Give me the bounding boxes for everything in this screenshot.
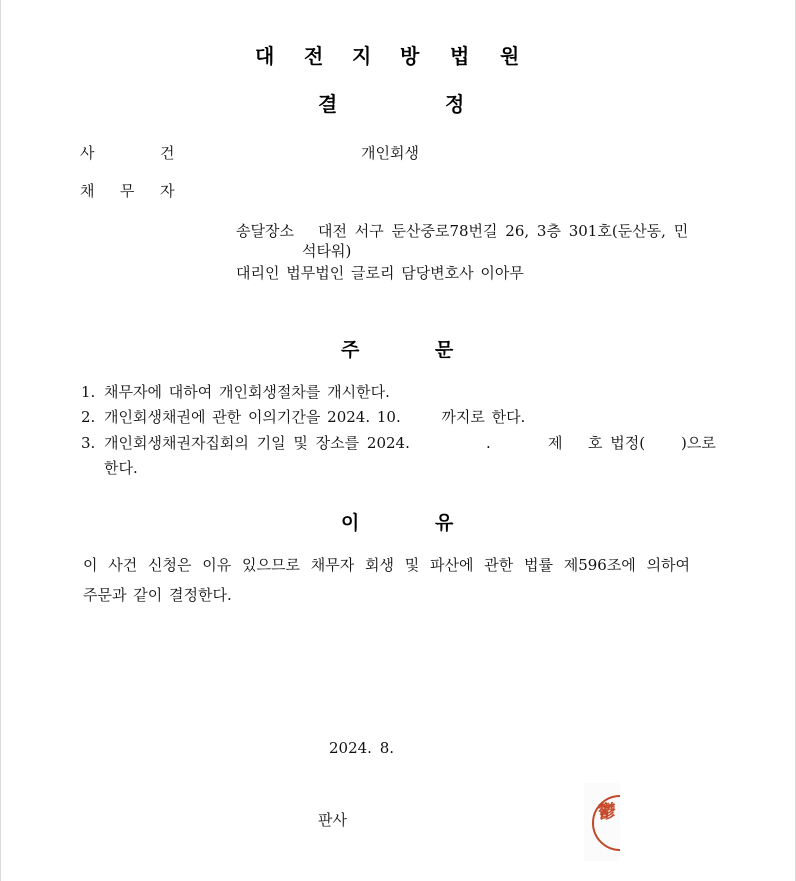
order-item-number: 1. (81, 383, 96, 401)
order-item-continuation: 한다. (104, 459, 138, 477)
page-edge-left (0, 0, 1, 881)
debtor-label-char: 채 (80, 182, 95, 200)
order-item-text-part: )으로 (681, 434, 716, 452)
decision-date: 2024. 8. (329, 739, 395, 757)
order-item-text-part: 개인회생채권자집회의 기일 및 장소를 2024. (104, 434, 410, 452)
court-name-char: 원 (500, 44, 520, 68)
order-heading-char: 주 (341, 339, 360, 361)
judge-label: 판사 (318, 811, 347, 829)
case-label-char: 건 (160, 144, 175, 162)
court-name-char: 법 (450, 44, 470, 68)
service-address-label: 송달장소 (236, 222, 294, 240)
reason-line: 이 사건 신청은 이유 있으므로 채무자 회생 및 파산에 관한 법률 제596조에 의하여 (83, 556, 691, 574)
order-item-text-part: . (486, 434, 491, 452)
reason-heading-char: 이 (341, 512, 360, 534)
court-name-char: 지 (352, 44, 372, 68)
reason-line: 주문과 같이 결정한다. (83, 586, 232, 604)
order-item-text: 개인회생채권에 관한 이의기간을 2024. 10. 까지로 한다. (104, 408, 526, 426)
order-item-text: 채무자에 대하여 개인회생절차를 개시한다. (104, 383, 390, 401)
order-heading-char: 문 (435, 339, 454, 361)
court-seal-stamp (584, 783, 620, 861)
court-name-char: 대 (255, 44, 275, 68)
debtor-label-char: 자 (160, 182, 175, 200)
order-item-number: 2. (81, 408, 96, 426)
debtor-label-char: 무 (120, 182, 135, 200)
agent-line: 대리인 법무법인 글로리 담당변호사 이아무 (236, 264, 524, 282)
service-address-line1: 대전 서구 둔산중로78번길 26, 3층 301호(둔산동, 민 (318, 222, 689, 240)
doc-type-char: 결 (318, 92, 338, 116)
order-item-text-part: 제 (548, 434, 563, 452)
order-item-number: 3. (81, 434, 96, 452)
court-name-char: 전 (304, 44, 324, 68)
reason-heading-char: 유 (435, 512, 454, 534)
court-name-char: 방 (400, 44, 420, 68)
service-address-line2: 석타워) (302, 242, 352, 260)
order-item-text-part: 호 법정( (588, 434, 646, 452)
case-label-char: 사 (80, 144, 95, 162)
seal-glyph: 鬱 (598, 802, 616, 823)
doc-type-char: 정 (445, 92, 465, 116)
case-value: 개인회생 (361, 144, 419, 162)
